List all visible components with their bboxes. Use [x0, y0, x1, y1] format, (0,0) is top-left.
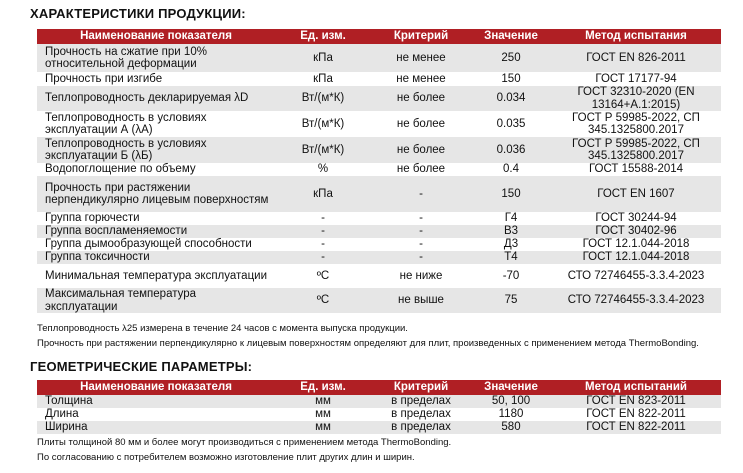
- test-method-cell: ГОСТ 30402-96: [551, 225, 721, 238]
- value-cell: Г4: [504, 212, 518, 225]
- criterion-cell: -: [419, 238, 423, 251]
- header-criterion: Критерий: [371, 380, 471, 395]
- test-method-cell: ГОСТ 17177-94: [595, 72, 677, 85]
- criterion-cell: не более: [371, 137, 471, 163]
- parameter-name-cell: Прочность при изгибе: [45, 72, 163, 85]
- header-value: Значение: [471, 29, 551, 44]
- header-parameter-name: Наименование показателя: [37, 380, 275, 395]
- table-row: [37, 238, 721, 251]
- value-cell: -70: [502, 269, 520, 282]
- note-tensile-strength: Прочность при растяжении перпендикулярно к лицевым поверхностям определяют для плит, произведенных с применением метода ThermoBonding.: [37, 338, 699, 349]
- test-method-cell: ГОСТ 32310-2020 (EN 13164+А.1:2015): [551, 86, 721, 111]
- unit-cell: %: [317, 163, 329, 176]
- geometry-table: [37, 380, 721, 434]
- parameter-name-cell: Группа воспламеняемости: [37, 225, 275, 238]
- parameter-name-cell: Теплопроводность декларируемая λD: [37, 86, 275, 111]
- criterion-cell: -: [371, 225, 471, 238]
- unit-cell: мм: [275, 421, 371, 434]
- section-title-characteristics: ХАРАКТЕРИСТИКИ ПРОДУКЦИИ:: [30, 6, 246, 21]
- parameter-name-cell: Прочность на сжатие при 10% относительной деформации: [37, 44, 275, 72]
- value-cell: 75: [471, 288, 551, 313]
- characteristics-table: [37, 29, 721, 313]
- test-method-cell: ГОСТ EN 1607: [551, 176, 721, 212]
- value-cell: 0.4: [503, 163, 519, 176]
- criterion-cell: -: [371, 251, 471, 264]
- test-method-cell: ГОСТ EN 823-2011: [551, 395, 721, 408]
- test-method-cell: СТО 72746455-3.3.4-2023: [551, 288, 721, 313]
- parameter-name-cell: Толщина: [37, 395, 275, 408]
- note-thermobonding: Плиты толщиной 80 мм и более могут производиться с применением метода ThermoBonding.: [37, 437, 452, 448]
- parameter-name-cell: Ширина: [37, 421, 275, 434]
- unit-cell: -: [275, 225, 371, 238]
- unit-cell: мм: [275, 395, 371, 408]
- unit-cell: мм: [315, 408, 331, 421]
- unit-cell: кПа: [313, 72, 333, 85]
- parameter-name-cell: Длина: [45, 408, 79, 421]
- header-test-method: Метод испытаний: [551, 380, 721, 395]
- test-method-cell: СТО 72746455-3.3.4-2023: [567, 269, 705, 282]
- test-method-cell: ГОСТ 12.1.044-2018: [551, 251, 721, 264]
- table-row: [37, 44, 721, 72]
- table-row: [37, 408, 721, 421]
- value-cell: 250: [471, 44, 551, 72]
- unit-cell: ºС: [316, 269, 330, 282]
- criterion-cell: -: [371, 176, 471, 212]
- header-parameter-name: Наименование показателя: [37, 29, 275, 44]
- parameter-name-cell: Максимальная температура эксплуатации: [37, 288, 275, 313]
- value-cell: 0.035: [496, 117, 526, 130]
- table-row: [37, 176, 721, 212]
- parameter-name-cell: Водопоглощение по объему: [45, 163, 196, 176]
- unit-cell: кПа: [275, 44, 371, 72]
- table-row: [37, 212, 721, 225]
- table-row: [37, 395, 721, 408]
- unit-cell: Вт/(м*К): [275, 86, 371, 111]
- unit-cell: Вт/(м*К): [301, 117, 345, 130]
- header-value: Значение: [471, 380, 551, 395]
- parameter-name-cell: Теплопроводность в условиях эксплуатации Б (λБ): [37, 137, 275, 163]
- unit-cell: Вт/(м*К): [275, 137, 371, 163]
- value-cell: 50, 100: [471, 395, 551, 408]
- parameter-name-cell: Минимальная температура эксплуатации: [45, 269, 268, 282]
- value-cell: 150: [501, 72, 521, 85]
- value-cell: 0.034: [471, 86, 551, 111]
- parameter-name-cell: Группа токсичности: [37, 251, 275, 264]
- value-cell: 580: [471, 421, 551, 434]
- table-row: [37, 137, 721, 163]
- value-cell: 1180: [498, 408, 524, 421]
- note-thermal-conductivity: Теплопроводность λ25 измерена в течение 24 часов с момента выпуска продукции.: [37, 323, 408, 334]
- table-row: [37, 111, 721, 137]
- unit-cell: -: [321, 238, 325, 251]
- parameter-name-cell: Группа дымообразующей способности: [45, 238, 252, 251]
- unit-cell: ºС: [275, 288, 371, 313]
- test-method-cell: ГОСТ Р 59985-2022, СП 345.1325800.2017: [551, 137, 721, 163]
- criterion-cell: не выше: [371, 288, 471, 313]
- criterion-cell: не более: [396, 117, 446, 130]
- criterion-cell: -: [419, 212, 423, 225]
- criterion-cell: в пределах: [371, 421, 471, 434]
- value-cell: В3: [471, 225, 551, 238]
- test-method-cell: ГОСТ 30244-94: [595, 212, 677, 225]
- unit-cell: кПа: [275, 176, 371, 212]
- test-method-cell: ГОСТ 15588-2014: [588, 163, 684, 176]
- header-criterion: Критерий: [371, 29, 471, 44]
- table-header-row: [37, 29, 721, 44]
- table-row: [37, 421, 721, 434]
- test-method-cell: ГОСТ EN 822-2011: [586, 408, 686, 421]
- criterion-cell: не более: [371, 86, 471, 111]
- table-header-row: [37, 380, 721, 395]
- header-unit: Ед. изм.: [275, 29, 371, 44]
- table-row: [37, 163, 721, 176]
- section-title-geometry: ГЕОМЕТРИЧЕСКИЕ ПАРАМЕТРЫ:: [30, 359, 253, 374]
- criterion-cell: не менее: [396, 72, 446, 85]
- value-cell: Т4: [471, 251, 551, 264]
- unit-cell: -: [321, 212, 325, 225]
- value-cell: Д3: [503, 238, 519, 251]
- test-method-cell: ГОСТ EN 826-2011: [551, 44, 721, 72]
- table-row: [37, 251, 721, 264]
- value-cell: 150: [471, 176, 551, 212]
- unit-cell: -: [275, 251, 371, 264]
- note-custom-sizes: По согласованию с потребителем возможно изготовление плит других длин и ширин.: [37, 452, 415, 463]
- header-unit: Ед. изм.: [275, 380, 371, 395]
- parameter-name-cell: Группа горючести: [45, 212, 140, 225]
- table-row: [37, 288, 721, 313]
- table-row: [37, 86, 721, 111]
- criterion-cell: не более: [396, 163, 446, 176]
- parameter-name-cell: Прочность при растяжении перпендикулярно лицевым поверхностям: [37, 176, 275, 212]
- test-method-cell: ГОСТ Р 59985-2022, СП 345.1325800.2017: [572, 111, 700, 136]
- test-method-cell: ГОСТ 12.1.044-2018: [582, 238, 690, 251]
- parameter-name-cell: Теплопроводность в условиях эксплуатации А (λА): [45, 111, 207, 136]
- criterion-cell: не ниже: [399, 269, 443, 282]
- table-row: [37, 72, 721, 86]
- value-cell: 0.036: [471, 137, 551, 163]
- criterion-cell: в пределах: [391, 408, 451, 421]
- header-test-method: Метод испытания: [551, 29, 721, 44]
- table-row: [37, 264, 721, 288]
- test-method-cell: ГОСТ EN 822-2011: [551, 421, 721, 434]
- criterion-cell: в пределах: [371, 395, 471, 408]
- criterion-cell: не менее: [371, 44, 471, 72]
- table-row: [37, 225, 721, 238]
